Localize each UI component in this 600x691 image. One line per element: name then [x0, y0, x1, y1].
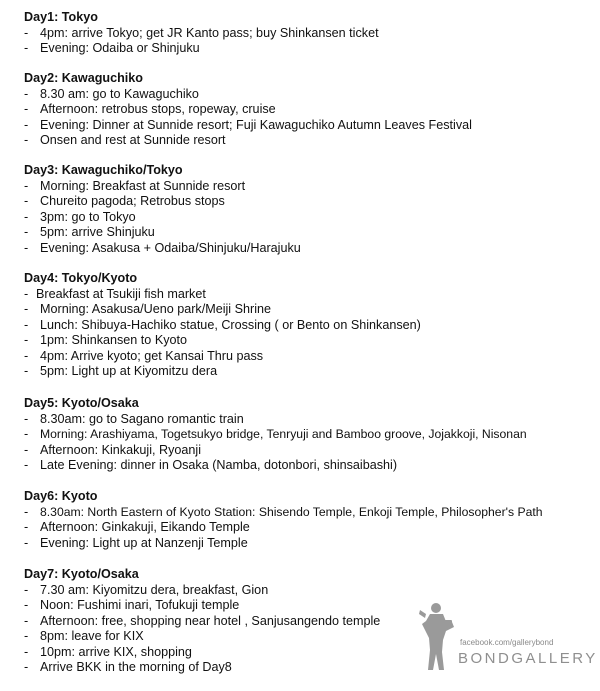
- day-section: [24, 71, 594, 149]
- bullet: -: [24, 41, 29, 55]
- list-item: - Lunch: Shibuya-Hachiko statue, Crossing ( or Bento on Shinkansen): [24, 317, 421, 332]
- watermark-url: facebook.com/gallerybond: [460, 638, 554, 647]
- day-title: Day5: Kyoto/Osaka: [24, 396, 139, 410]
- bullet: -: [24, 317, 29, 332]
- list-item: - 8pm: leave for KIX: [24, 629, 144, 643]
- bullet: -: [24, 504, 29, 519]
- list-item: - Evening: Odaiba or Shinjuku: [24, 41, 200, 55]
- bullet: -: [24, 86, 29, 101]
- day-section: [24, 271, 594, 380]
- bullet: -: [24, 286, 29, 301]
- watermark-brand: BONDGALLERY: [458, 650, 598, 667]
- photographer-silhouette-icon: [416, 600, 458, 676]
- bullet: -: [24, 364, 29, 378]
- list-item: - Late Evening: dinner in Osaka (Namba, dotonbori, shinsaibashi): [24, 458, 398, 472]
- list-item: - Afternoon: Kinkakuji, Ryoanji: [24, 442, 202, 457]
- list-item: - Chureito pagoda; Retrobus stops: [24, 194, 225, 208]
- list-item: - Morning: Arashiyama, Togetsukyo bridge, Tenryuji and Bamboo groove, Jojakkoji, Nisonan: [24, 427, 527, 441]
- day-title: Day6: Kyoto: [24, 489, 98, 503]
- list-item: - 10pm: arrive KIX, shopping: [24, 644, 192, 659]
- list-item: - 8.30 am: go to Kawaguchiko: [24, 86, 199, 101]
- bullet: -: [24, 102, 29, 116]
- list-item: - 7.30 am: Kiyomitzu dera, breakfast, Gion: [24, 582, 269, 597]
- day-section: [24, 163, 594, 256]
- list-item: - Breakfast at Tsukiji fish market: [24, 286, 206, 301]
- bullet: -: [24, 225, 29, 239]
- list-item: - Afternoon: Ginkakuji, Eikando Temple: [24, 520, 250, 534]
- bullet: -: [24, 348, 29, 363]
- bullet: -: [24, 117, 29, 132]
- day-title: Day7: Kyoto/Osaka: [24, 567, 139, 581]
- bullet: -: [24, 240, 29, 255]
- list-item: - Afternoon: free, shopping near hotel , Sanjusangendo temple: [24, 613, 381, 628]
- day-section: [24, 489, 594, 551]
- bullet: -: [24, 598, 29, 612]
- list-item: - Noon: Fushimi inari, Tofukuji temple: [24, 598, 240, 612]
- list-item: - Evening: Light up at Nanzenji Temple: [24, 535, 248, 550]
- list-item: - 8.30am: go to Sagano romantic train: [24, 411, 244, 426]
- bullet: -: [24, 458, 29, 472]
- bullet: -: [24, 411, 29, 426]
- bullet: -: [24, 302, 29, 316]
- bullet: -: [24, 629, 29, 643]
- bullet: -: [24, 194, 29, 208]
- bullet: -: [24, 442, 29, 457]
- bullet: -: [24, 520, 29, 534]
- watermark: [416, 600, 596, 680]
- list-item: - Evening: Dinner at Sunnide resort; Fuji Kawaguchiko Autumn Leaves Festival: [24, 117, 472, 132]
- list-item: - 3pm: go to Tokyo: [24, 209, 136, 224]
- list-item: - 5pm: Light up at Kiyomitzu dera: [24, 364, 218, 378]
- list-item: - Onsen and rest at Sunnide resort: [24, 133, 226, 147]
- day-section: [24, 10, 594, 57]
- bullet: -: [24, 427, 29, 441]
- list-item: - 4pm: Arrive kyoto; get Kansai Thru pass: [24, 348, 264, 363]
- bullet: -: [24, 582, 29, 597]
- list-item: - 4pm: arrive Tokyo; get JR Kanto pass; buy Shinkansen ticket: [24, 25, 379, 40]
- list-item: - Afternoon: retrobus stops, ropeway, cruise: [24, 102, 276, 116]
- bullet: -: [24, 660, 29, 674]
- bullet: -: [24, 333, 29, 347]
- list-item: - 5pm: arrive Shinjuku: [24, 225, 155, 239]
- day-title: Day3: Kawaguchiko/Tokyo: [24, 163, 183, 177]
- day-title: Day2: Kawaguchiko: [24, 71, 143, 85]
- list-item: - Morning: Asakusa/Ueno park/Meiji Shrine: [24, 302, 271, 316]
- list-item: - Morning: Breakfast at Sunnide resort: [24, 178, 246, 193]
- list-item: - Evening: Asakusa + Odaiba/Shinjuku/Harajuku: [24, 240, 301, 255]
- bullet: -: [24, 644, 29, 659]
- bullet: -: [24, 613, 29, 628]
- list-item: - 1pm: Shinkansen to Kyoto: [24, 333, 188, 347]
- bullet: -: [24, 25, 29, 40]
- day-title: Day1: Tokyo: [24, 10, 98, 24]
- bullet: -: [24, 535, 29, 550]
- list-item: - Arrive BKK in the morning of Day8: [24, 660, 232, 674]
- list-item: - 8.30am: North Eastern of Kyoto Station: Shisendo Temple, Enkoji Temple, Philosopher's Path: [24, 504, 543, 519]
- bullet: -: [24, 209, 29, 224]
- day-section: [24, 396, 594, 474]
- bullet: -: [24, 178, 29, 193]
- bullet: -: [24, 133, 29, 147]
- day-title: Day4: Tokyo/Kyoto: [24, 271, 138, 285]
